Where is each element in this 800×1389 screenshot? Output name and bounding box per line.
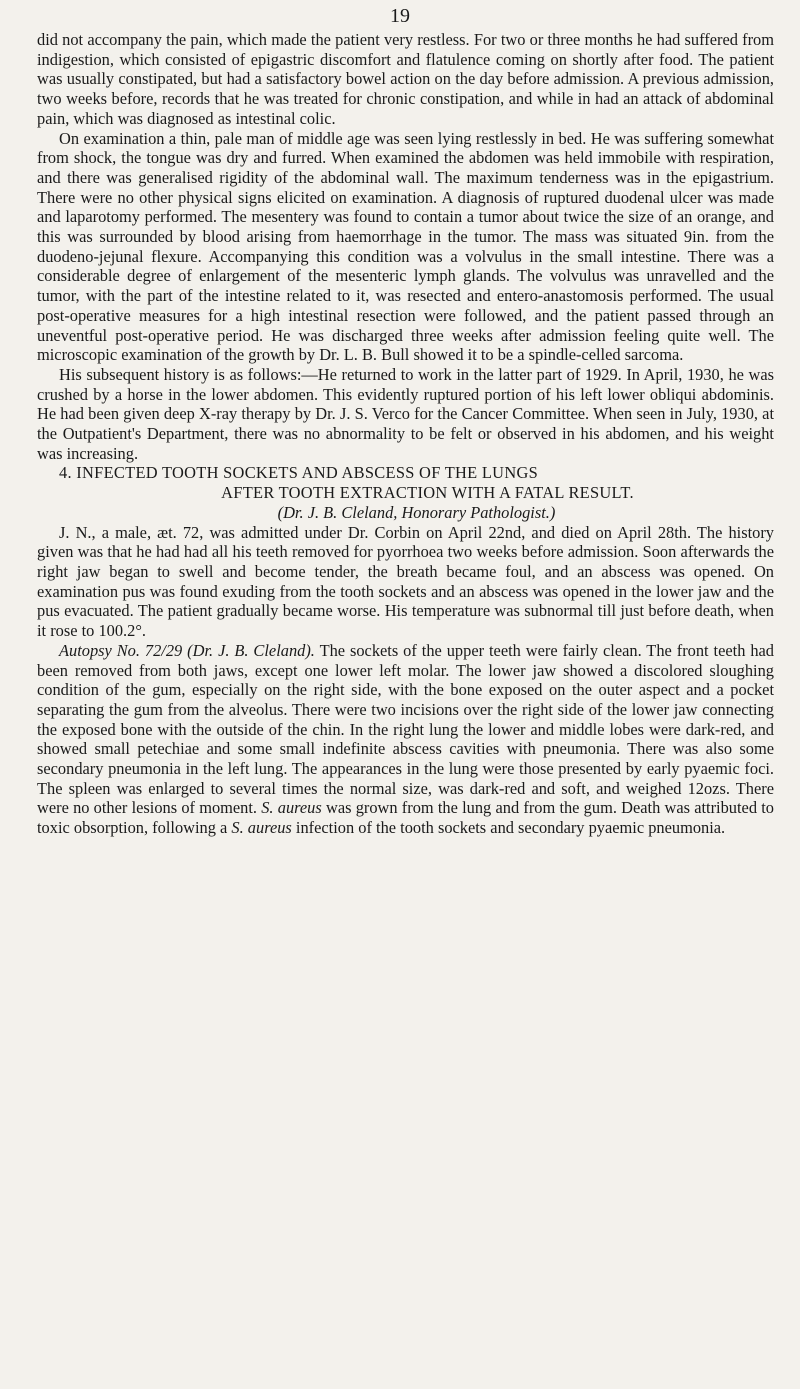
section-heading-line: 4. INFECTED TOOTH SOCKETS AND ABSCESS OF THE LUNGS: [59, 463, 539, 483]
paragraph-text: The sockets of the upper teeth were fairly clean. The front teeth had been removed from both jaws, except one lower left molar. The lower jaw showed a discolored sloughing condition of the gum, especially on the right side, with the bone exposed on the outer aspect and a pocket separating the gum from the alveolus. There were two incisions over the right side of the lower jaw connecting the exposed bone with the outside of the chin. In the right lung the lower and middle lobes were dark-red, and showed small petechiae and some small indefinite abscess cavities with pneumonia. There was also some secondary pneumonia in the left lung. The appearances in the lung were those presented by early pyaemic foci. The spleen was enlarged to several times the normal size, was dark-red and soft, and weighed 12ozs. There were no other lesions of moment.: [37, 640, 774, 818]
paragraph: On examination a thin, pale man of middle age was seen lying restlessly in bed. He was suffering somewhat from shock, the tongue was dry and furred. When examined the abdomen was held immobile with respiration, and there was generalised rigidity of the abdominal wall. The maximum tenderness was in the epigastrium. There were no other physical signs elicited on examination. A diagnosis of ruptured duodenal ulcer was made and laparotomy performed. The mesentery was found to contain a tumor about twice the size of an orange, and this was surrounded by blood arising from haemorrhage in the tumor. The mass was situated 9in. from the duodeno-jejunal flexure. Accompanying this condition was a volvulus in the small intestine. There was a considerable degree of enlargement of the mesenteric lymph glands. The volvulus was unravelled and the tumor, with the part of the intestine related to it, was resected and entero-anastomosis performed. The usual post-operative measures for a high intestinal resection were followed, and the patient passed through an uneventful post-operative period. He was discharged three weeks after admission feeling quite well. The microscopic examination of the growth by Dr. L. B. Bull showed it to be a spindle-celled sarcoma.: [37, 128, 774, 365]
organism-name: S. aureus: [231, 818, 292, 838]
section-heading-line: AFTER TOOTH EXTRACTION WITH A FATAL RESULT.: [221, 483, 634, 503]
section-heading: [37, 463, 774, 502]
organism-name: S. aureus: [261, 798, 322, 818]
author-line: (Dr. J. B. Cleland, Honorary Pathologist.): [277, 502, 556, 522]
paragraph: did not accompany the pain, which made the patient very restless. For two or three months he had suffered from indigestion, which consisted of epigastric discomfort and flatulence coming on shortly after food. The patient was usually constipated, but had a satisfactory bowel action on the day before admission. A previous admission, two weeks before, records that he was treated for chronic constipation, and while in had an attack of abdominal pain, which was diagnosed as intestinal colic.: [37, 30, 774, 128]
page-number: 19: [390, 5, 410, 27]
paragraph: His subsequent history is as follows:—He returned to work in the latter part of 1929. In April, 1930, he was crushed by a horse in the lower abdomen. This evidently ruptured portion of his left lower obliqui abdominis. He had been given deep X-ray therapy by Dr. J. S. Verco for the Cancer Committee. When seen in July, 1930, at the Outpatient's Department, there was no abnormality to be felt or observed in his abdomen, and his weight was increasing.: [37, 364, 774, 463]
paragraph: J. N., a male, æt. 72, was admitted under Dr. Corbin on April 22nd, and died on April 28th. The history given was that he had had all his teeth removed for pyorrhoea two weeks before admission. Soon afterwards the right jaw began to swell and become tender, the breath became foul, and an abscess was opened. On examination pus was found exuding from the tooth sockets and an abscess was opened in the lower jaw and the pus evacuated. The patient gradually became worse. His temperature was subnormal till just before death, when it rose to 100.2°.: [37, 522, 774, 641]
body-text: [37, 30, 774, 838]
paragraph-text: infection of the tooth sockets and secondary pyaemic pneumonia.: [295, 818, 726, 838]
autopsy-label: Autopsy No. 72/29 (Dr. J. B. Cleland).: [59, 640, 315, 660]
paragraph-text: was grown from the lung and from the gum. Death was attributed to toxic obsorption, following a: [37, 798, 774, 838]
paragraph: [37, 641, 774, 838]
